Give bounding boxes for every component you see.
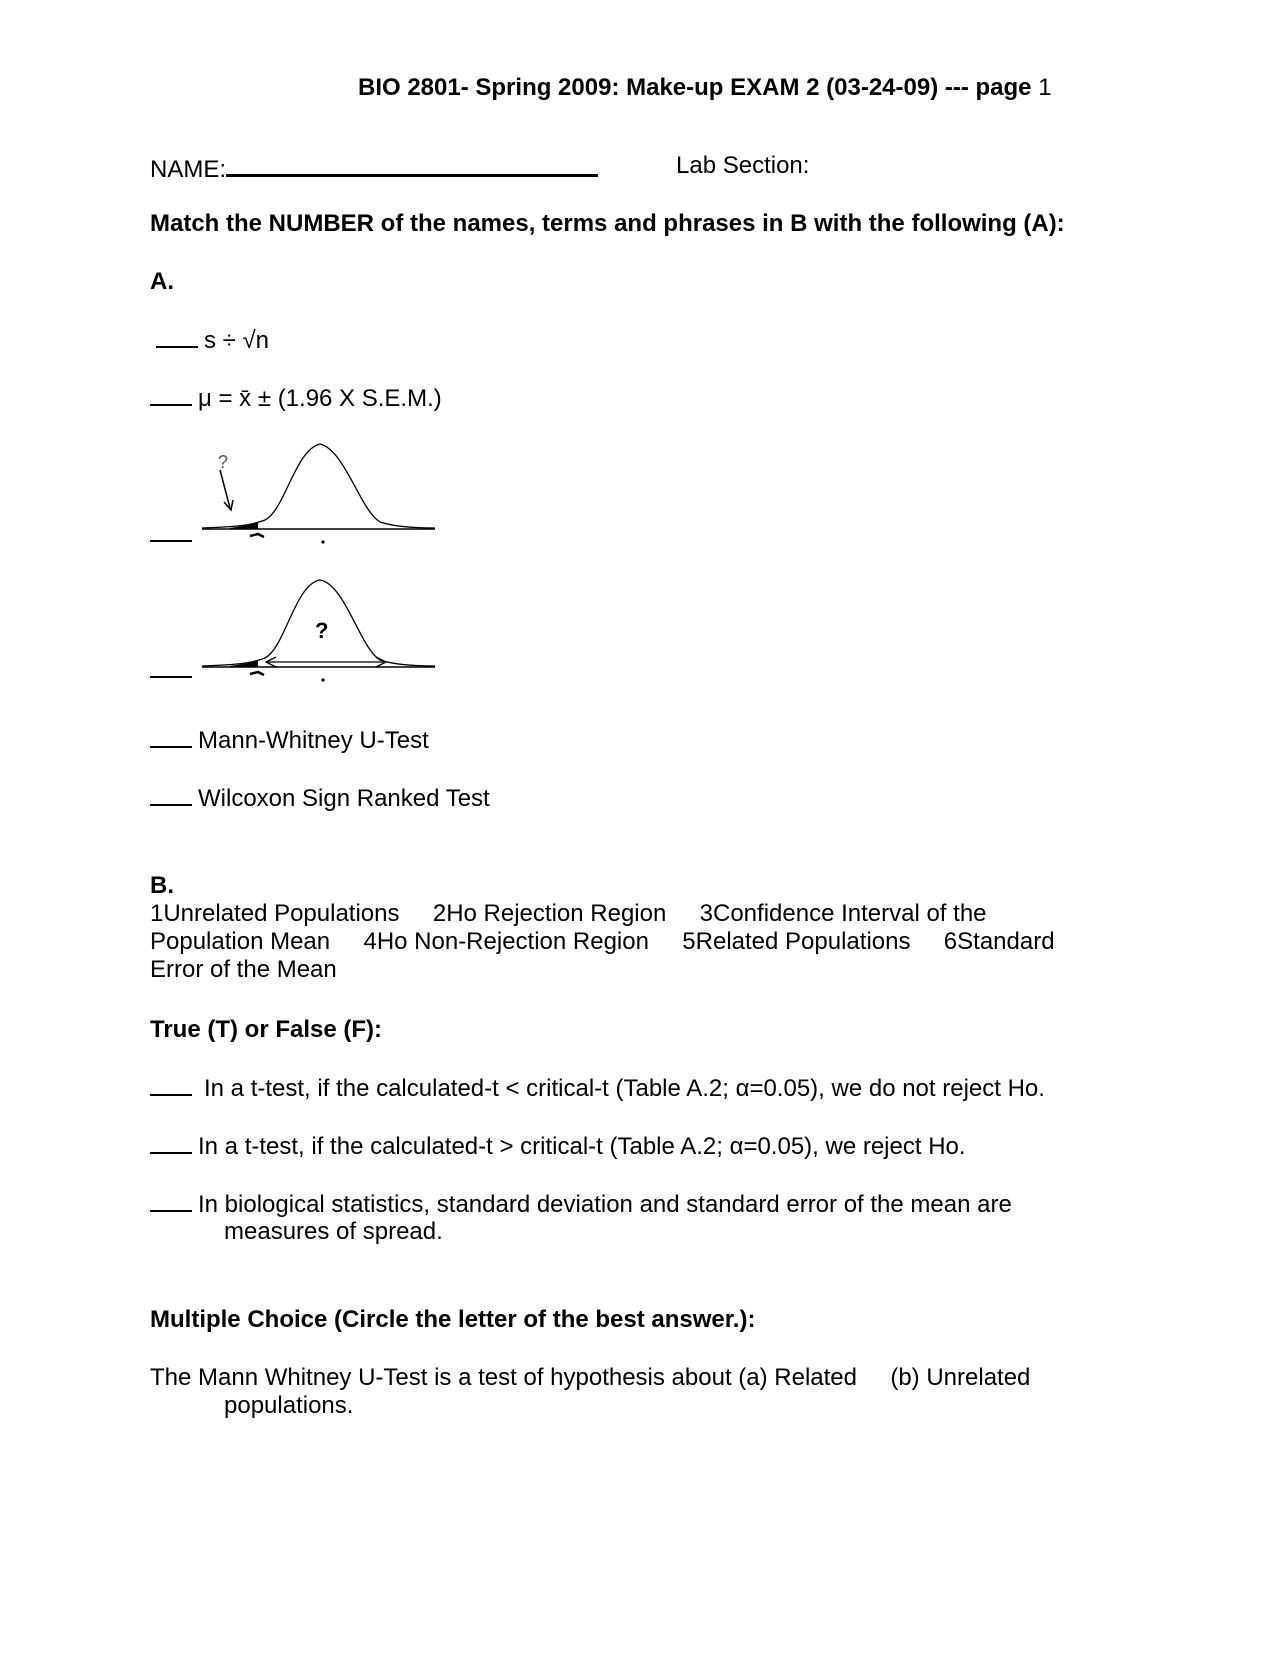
match-item-wilcoxon: [150, 784, 490, 813]
name-label: NAME:: [150, 156, 227, 183]
tf-item-3: [150, 1190, 1012, 1219]
mean-dot: [321, 540, 324, 543]
section-b-line-2: Population Mean 4Ho Non-Rejection Region 5Related Populations 6Standard: [150, 928, 1055, 955]
match-item-ci: [150, 384, 442, 413]
item-text: Mann-Whitney U-Test: [198, 727, 429, 754]
answer-blank[interactable]: [150, 1190, 192, 1212]
answer-blank[interactable]: [150, 1132, 192, 1154]
tf-item-1: [150, 1074, 1045, 1103]
item-text: Wilcoxon Sign Ranked Test: [198, 785, 490, 812]
question-mark: ?: [315, 618, 329, 643]
tf-item-2: [150, 1132, 966, 1161]
bell-curve: [202, 444, 435, 528]
item-text: In a t-test, if the calculated-t < critical-t (Table A.2; α=0.05), we do not reject Ho.: [204, 1075, 1045, 1102]
mc-question-line-1[interactable]: The Mann Whitney U-Test is a test of hypothesis about (a) Related (b) Unrelated: [150, 1364, 1031, 1391]
item-text: μ = x̄ ± (1.96 X S.E.M.): [198, 385, 442, 412]
answer-blank[interactable]: [150, 384, 192, 406]
match-item-mann-whitney: [150, 726, 429, 755]
item-text: In biological statistics, standard deviation and standard error of the mean are: [198, 1191, 1012, 1218]
item-text: In a t-test, if the calculated-t > critical-t (Table A.2; α=0.05), we reject Ho.: [198, 1133, 966, 1160]
answer-blank[interactable]: [150, 520, 192, 542]
exam-title: BIO 2801- Spring 2009: Make-up EXAM 2 (03-24-09) --- page: [358, 74, 1032, 101]
question-mark: ?: [218, 452, 229, 472]
section-b-label: B.: [150, 872, 174, 899]
answer-blank[interactable]: [156, 326, 198, 348]
section-b-line-3: Error of the Mean: [150, 956, 337, 983]
true-false-heading: True (T) or False (F):: [150, 1016, 383, 1043]
name-row: [150, 152, 598, 184]
normal-curve-rejection-figure: [190, 440, 450, 550]
section-a-label: A.: [150, 268, 174, 295]
answer-blank[interactable]: [150, 784, 192, 806]
tf-item-3-continued: measures of spread.: [224, 1218, 443, 1245]
answer-blank[interactable]: [150, 1074, 192, 1096]
answer-blank[interactable]: [150, 726, 192, 748]
item-text: s ÷ √n: [204, 327, 270, 354]
normal-curve-nonrejection-figure: [190, 578, 450, 688]
answer-blank[interactable]: [150, 656, 192, 678]
lab-section-label: Lab Section:: [676, 152, 810, 179]
page-number: 1: [1038, 74, 1052, 101]
mc-question-line-2: populations.: [224, 1392, 354, 1419]
section-b-line-1: 1Unrelated Populations 2Ho Rejection Region 3Confidence Interval of the: [150, 900, 987, 927]
mean-dot: [321, 678, 324, 681]
multiple-choice-heading: Multiple Choice (Circle the letter of the best answer.):: [150, 1306, 756, 1333]
match-item-sem: [156, 326, 269, 355]
critical-mark: [250, 534, 264, 537]
page-header: [358, 74, 1052, 102]
match-instruction: Match the NUMBER of the names, terms and phrases in B with the following (A):: [150, 210, 1065, 237]
critical-mark: [250, 672, 264, 675]
name-blank[interactable]: [226, 152, 598, 177]
